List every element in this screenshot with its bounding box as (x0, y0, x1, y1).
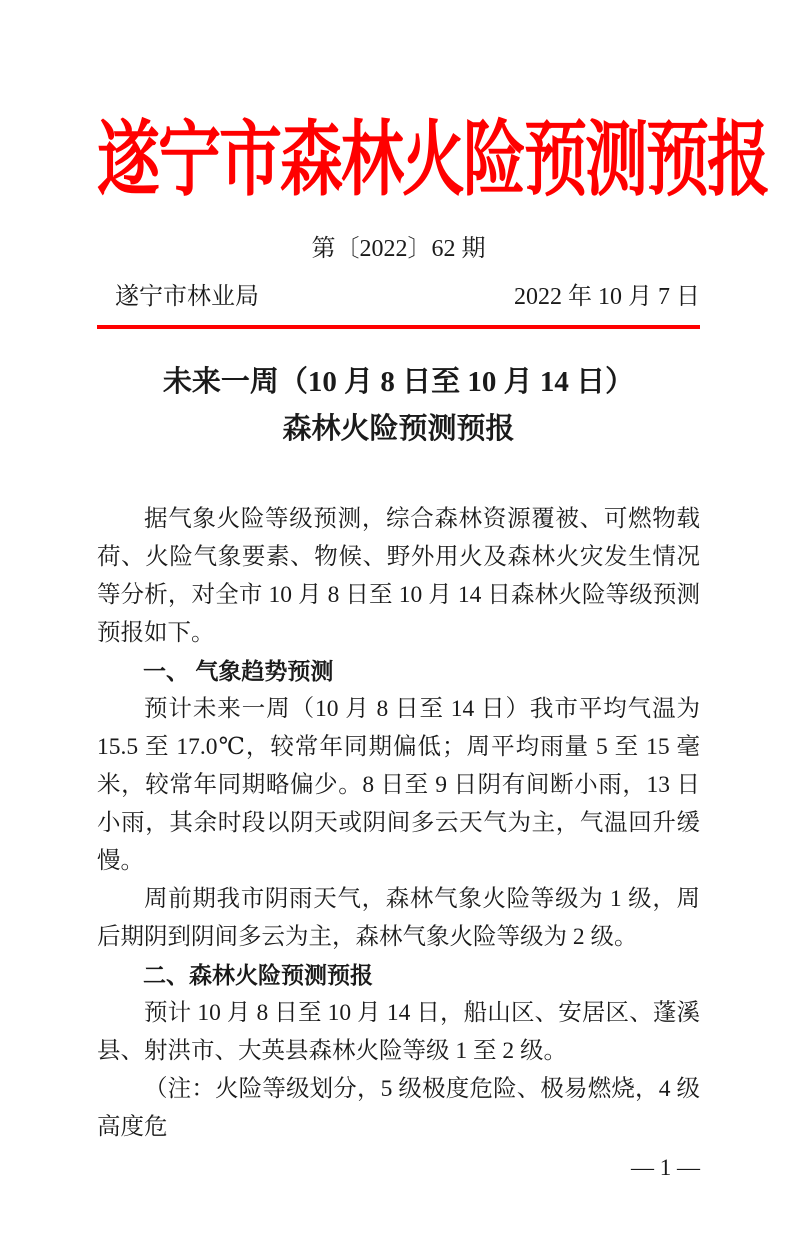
document-title (97, 359, 700, 453)
section-heading: 一、 气象趋势预测 (143, 658, 334, 684)
red-divider-rule (97, 325, 700, 329)
body-paragraph: 周前期我市阴雨天气，森林气象火险等级为 1 级，周后期阴到阴间多云为主，森林气象火险等级为 2 级。 (97, 886, 700, 950)
body-paragraph: 预计 10 月 8 日至 10 月 14 日，船山区、安居区、蓬溪县、射洪市、大英县森林火险等级 1 至 2 级。 (97, 1000, 700, 1064)
document-footer (97, 1153, 700, 1183)
document-page (0, 114, 793, 1240)
document-title-line1: 未来一周（10 月 8 日至 10 月 14 日） (162, 366, 635, 398)
document-title-line2: 森林火险预测预报 (282, 413, 515, 445)
masthead-title: 遂宁市森林火险预测预报 (97, 114, 768, 206)
issuing-agency: 遂宁市林业局 (115, 284, 259, 310)
agency-date-row (97, 282, 700, 312)
issue-date: 2022 年 10 月 7 日 (514, 284, 700, 310)
body-paragraph: 据气象火险等级预测，综合森林资源覆被、可燃物载荷、火险气象要素、物候、野外用火及森林火灾发生情况等分析，对全市 10 月 8 日至 10 月 14 日森林火险等级预测预报如下。 (97, 506, 700, 646)
document-main (97, 359, 700, 1146)
section-heading: 二、森林火险预测预报 (143, 962, 373, 988)
page-number: — 1 — (631, 1155, 700, 1180)
masthead (97, 114, 768, 329)
body-paragraph: （注：火险等级划分，5 级极度危险、极易燃烧，4 级高度危 (97, 1076, 700, 1140)
body-paragraph: 预计未来一周（10 月 8 日至 14 日）我市平均气温为 15.5 至 17.0℃，较常年同期偏低；周平均雨量 5 至 15 毫米，较常年同期略偏少。8 日至 9 日阴有间断小雨，13 日小雨，其余时段以阴天或阴间多云天气为主，气温回升缓慢。 (97, 696, 700, 874)
issue-number: 第〔2022〕62 期 (311, 236, 486, 262)
document-body (97, 500, 700, 1146)
